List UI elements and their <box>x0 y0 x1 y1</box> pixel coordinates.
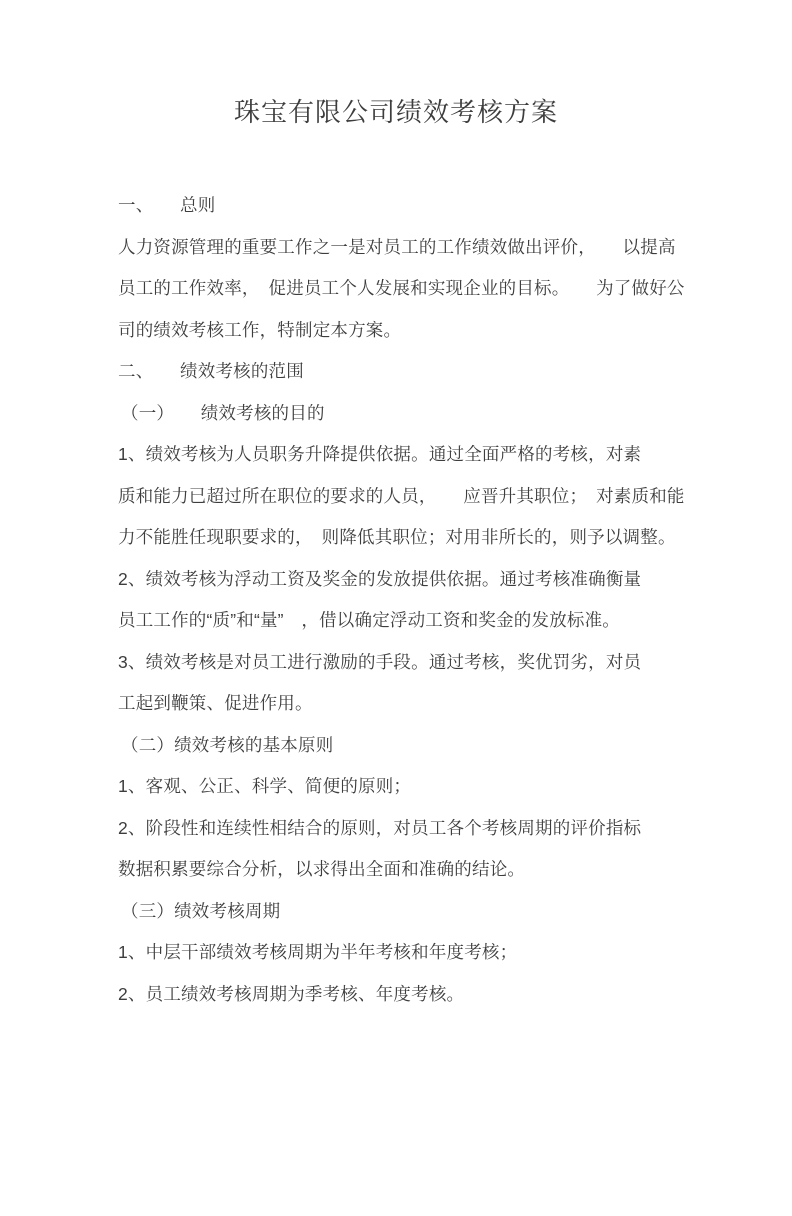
list-item-line: 2、阶段性和连续性相结合的原则，对员工各个考核周期的评价指标 <box>118 817 642 838</box>
list-item-line: 2、员工绩效考核周期为季考核、年度考核。 <box>118 983 465 1004</box>
paragraph-line: 人力资源管理的重要工作之一是对员工的工作绩效做出评价， 以提高 <box>118 236 676 257</box>
subsection-heading-1: （一） 绩效考核的目的 <box>121 402 325 423</box>
paragraph-line: 司的绩效考核工作，特制定本方案。 <box>118 319 402 340</box>
list-item-line: 1、绩效考核为人员职务升降提供依据。通过全面严格的考核，对素 <box>118 444 642 464</box>
section-heading-1: 一、 总则 <box>118 195 216 215</box>
document-page <box>0 94 792 1216</box>
document-title: 珠宝有限公司绩效考核方案 <box>233 97 558 127</box>
list-item-line: 2、绩效考核为浮动工资及奖金的发放提供依据。通过考核准确衡量 <box>118 568 642 589</box>
list-item-line: 3、绩效考核是对员工进行激励的手段。通过考核，奖优罚劣，对员 <box>118 651 642 672</box>
subsection-heading-2: （二）绩效考核的基本原则 <box>121 734 334 755</box>
paragraph-line: 员工工作的“质”和“量” ，借以确定浮动工资和奖金的发放标准。 <box>118 610 621 630</box>
document-body <box>0 185 792 1015</box>
list-item-line: 1、客观、公正、科学、简便的原则； <box>118 776 412 796</box>
paragraph-line: 力不能胜任现职要求的， 则降低其职位；对用非所长的，则予以调整。 <box>118 527 676 547</box>
paragraph-line: 员工的工作效率， 促进员工个人发展和实现企业的目标。 为了做好公 <box>118 278 685 298</box>
paragraph-line: 工起到鞭策、促进作用。 <box>118 693 313 713</box>
section-heading-2: 二、 绩效考核的范围 <box>118 361 304 381</box>
paragraph-line: 质和能力已超过所在职位的要求的人员， 应晋升其职位； 对素质和能 <box>118 485 685 506</box>
paragraph-line: 数据积累要综合分析，以求得出全面和准确的结论。 <box>118 859 526 879</box>
list-item-line: 1、中层干部绩效考核周期为半年考核和年度考核； <box>118 942 518 962</box>
subsection-heading-3: （三）绩效考核周期 <box>121 900 281 921</box>
